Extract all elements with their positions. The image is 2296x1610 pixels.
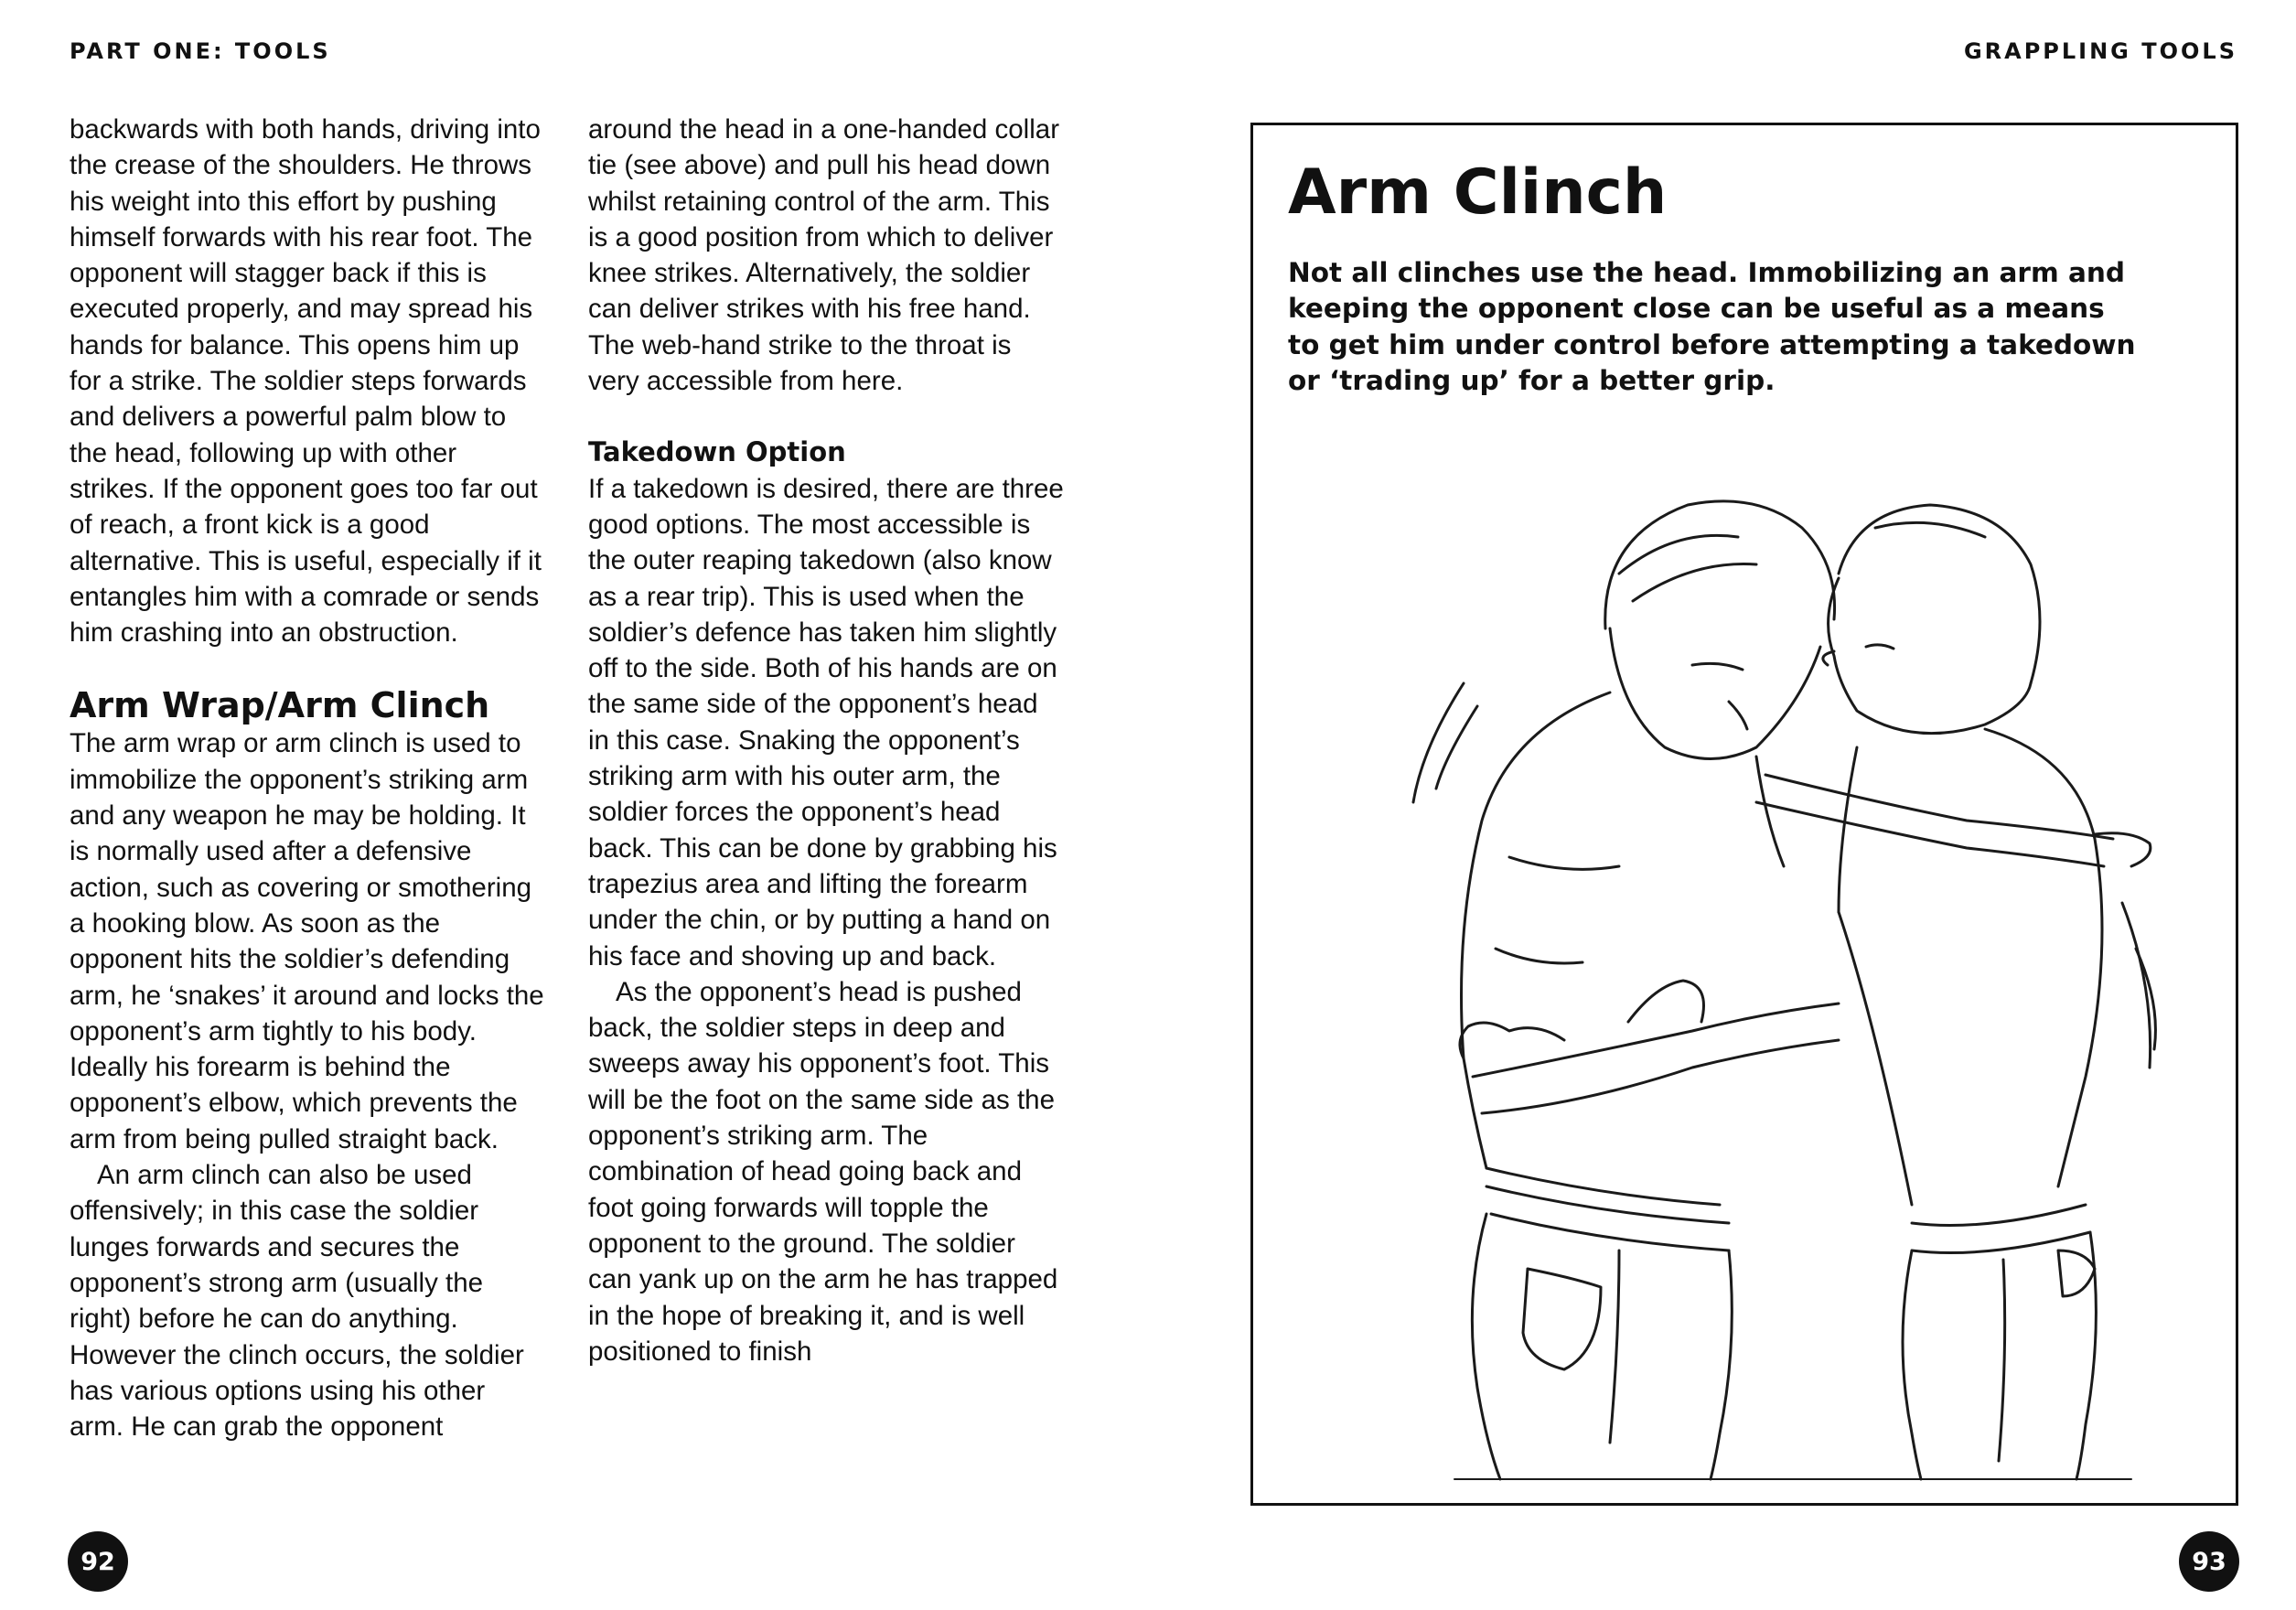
feature-title: Arm Clinch [1288, 156, 1668, 229]
body-paragraph: The arm wrap or arm clinch is used to immobilize the opponent’s striking arm and any weapon he may be holding. It is normally used after a defensive action, such as covering or smothering a hooking blow. As soon as the opponent hits the soldier’s defending arm, he ‘snakes’ it around and locks the opponent’s arm tightly to his body. Ideally his forearm is behind the opponent’s elbow, which prevents the arm from being pulled straight back. [70, 728, 544, 1154]
subsection-heading: Takedown Option [588, 436, 846, 468]
feature-intro: Not all clinches use the head. Immobilizing an arm and keeping the opponent close can be useful as a means to get him under control before attempting a takedown or ‘trading up’ for a better grip. [1288, 257, 2136, 396]
page-number-right: 93 [2179, 1531, 2239, 1592]
body-paragraph: backwards with both hands, driving into the crease of the shoulders. He throws his weight into this effort by pushing himself forwards with his rear foot. The opponent will stagger back if this is executed properly, and may spread his hands for balance. This opens him up for a strike. The soldier steps forwards and delivers a powerful palm blow to the head, following up with other strikes. If the opponent goes too far out of reach, a front kick is a good alternative. This is useful, especially if it entangles him with a comrade or sends him crashing into an obstruction. [70, 114, 542, 649]
section-heading: Arm Wrap/Arm Clinch [70, 685, 490, 726]
feature-box [1250, 123, 2238, 1506]
body-paragraph: An arm clinch can also be used offensively; in this case the soldier lunges forwards and secures the opponent’s strong arm (usually the right) before he can do anything. However the clinch occurs, the soldier has various options using his other arm. He can grab the opponent [70, 1160, 524, 1443]
text-column-left [70, 112, 545, 1444]
text-column-right [588, 112, 1064, 1369]
body-paragraph: around the head in a one-handed collar tie (see above) and pull his head down whilst retaining control of the arm. This is a good position from which to deliver knee strikes. Alternatively, the soldier can deliver strikes with his free hand. The web-hand strike to the throat is very accessible from here. [588, 114, 1060, 397]
arm-clinch-illustration [1326, 473, 2168, 1488]
page-number-left: 92 [68, 1531, 128, 1592]
running-head-right: GRAPPLING TOOLS [1963, 38, 2237, 64]
body-paragraph: As the opponent’s head is pushed back, the soldier steps in deep and sweeps away his opponent’s foot. This will be the foot on the same side as the opponent’s striking arm. The combination of head going back and foot going forwards will topple the opponent to the ground. The soldier can yank up on the arm he has trapped in the hope of breaking it, and is well positioned to finish [588, 976, 1058, 1367]
running-head-left: PART ONE: TOOLS [70, 38, 331, 64]
body-paragraph: If a takedown is desired, there are three good options. The most accessible is the outer reaping takedown (also know as a rear trip). This is used when the soldier’s defence has taken him slightly off to the side. Both of his hands are on the same side of the opponent’s head in this case. Snaking the opponent’s striking arm with his outer arm, the soldier forces the opponent’s head back. This can be done by grabbing his trapezius area and lifting the forearm under the chin, or by putting a hand on his face and shoving up and back. [588, 473, 1064, 971]
